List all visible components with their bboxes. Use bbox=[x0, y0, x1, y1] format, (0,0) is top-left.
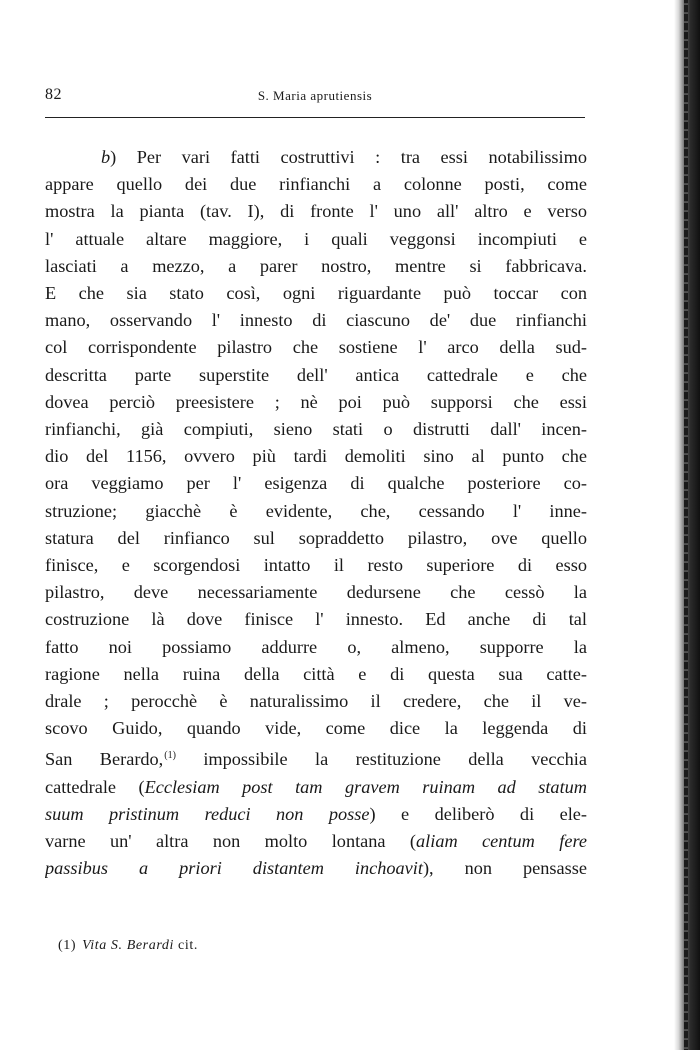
text-line: scovo Guido, quando vide, come dice la leggenda di bbox=[45, 718, 587, 739]
latin-quote: aliam centum fere bbox=[416, 831, 587, 852]
text-line: struzione; giacchè è evidente, che, cessando l' inne- bbox=[45, 500, 587, 521]
text-line bbox=[45, 144, 587, 171]
text-line bbox=[45, 774, 587, 801]
footnote-marker: (1) bbox=[164, 750, 176, 762]
text-line: rinfianchi, già compiuti, sieno stati o distrutti dall' incen- bbox=[45, 419, 587, 440]
text-line: costruzione là dove finisce l' innesto. Ed anche di tal bbox=[45, 609, 587, 630]
latin-quote: suum pristinum reduci non posse bbox=[45, 803, 370, 824]
text-line: finisce, e scorgendosi intatto il resto superiore di esso bbox=[45, 555, 587, 576]
text-line: descritta parte superstite dell' antica cattedrale e che bbox=[45, 364, 587, 385]
footnote bbox=[58, 938, 578, 954]
text-line: dio del 1156, ovvero più tardi demoliti sino al punto che bbox=[45, 446, 587, 467]
body-text bbox=[45, 144, 587, 882]
text-line: statura del rinfianco sul sopraddetto pilastro, ove quello bbox=[45, 527, 587, 548]
running-title: S. Maria aprutiensis bbox=[257, 88, 373, 103]
text-line bbox=[45, 828, 587, 855]
line-text: impossibile la restituzione della vecchia bbox=[175, 749, 587, 770]
line-text: ), non pensasse bbox=[422, 858, 587, 879]
footnote-source-title: Vita S. Berardi bbox=[82, 938, 174, 953]
text-line bbox=[45, 855, 587, 882]
text-line bbox=[45, 801, 587, 828]
latin-quote: Ecclesiam post tam gravem ruinam ad statum bbox=[144, 776, 587, 797]
text-line: appare quello dei due rinfianchi a colonne posti, come bbox=[45, 174, 587, 195]
text-line: mostra la pianta (tav. I), di fronte l' uno all' altro e verso bbox=[45, 201, 587, 222]
text-line: fatto noi possiamo addurre o, almeno, supporre la bbox=[45, 636, 587, 657]
text-line: dovea perciò preesistere ; nè poi può supporsi che essi bbox=[45, 391, 587, 412]
text-line: ragione nella ruina della città e di questa sua catte- bbox=[45, 663, 587, 684]
text-line: col corrispondente pilastro che sostiene l' arco della sud- bbox=[45, 337, 587, 358]
latin-quote: passibus a priori distantem inchoavit bbox=[45, 858, 423, 879]
running-head bbox=[45, 86, 585, 112]
page-number: 82 bbox=[45, 86, 62, 103]
page-binding-shadow bbox=[684, 0, 688, 1050]
text-line: mano, osservando l' innesto di ciascuno de' due rinfianchi bbox=[45, 310, 587, 331]
text-line: E che sia stato così, ogni riguardante può toccar con bbox=[45, 283, 587, 304]
line-text: ) Per vari fatti costruttivi : tra essi notabilissimo bbox=[110, 147, 587, 167]
text-line: lasciati a mezzo, a parer nostro, mentre si fabbricava. bbox=[45, 255, 587, 276]
footnote-suffix: cit. bbox=[173, 938, 198, 953]
text-line: pilastro, deve necessariamente dedursene che cessò la bbox=[45, 582, 587, 603]
line-text: cattedrale ( bbox=[45, 776, 145, 797]
text-line bbox=[45, 742, 587, 773]
text-line: drale ; perocchè è naturalissimo il credere, che il ve- bbox=[45, 691, 587, 712]
line-text: varne un' altra non molto lontana ( bbox=[45, 831, 417, 852]
line-text: ) e deliberò di ele- bbox=[369, 803, 587, 824]
list-marker: b bbox=[101, 147, 111, 167]
line-text: San Berardo, bbox=[45, 749, 164, 770]
text-line: ora veggiamo per l' esigenza di qualche posteriore co- bbox=[45, 473, 587, 494]
header-rule bbox=[45, 117, 585, 118]
footnote-number: (1) bbox=[58, 938, 77, 953]
text-line: l' attuale altare maggiore, i quali veggonsi incompiuti e bbox=[45, 228, 587, 249]
